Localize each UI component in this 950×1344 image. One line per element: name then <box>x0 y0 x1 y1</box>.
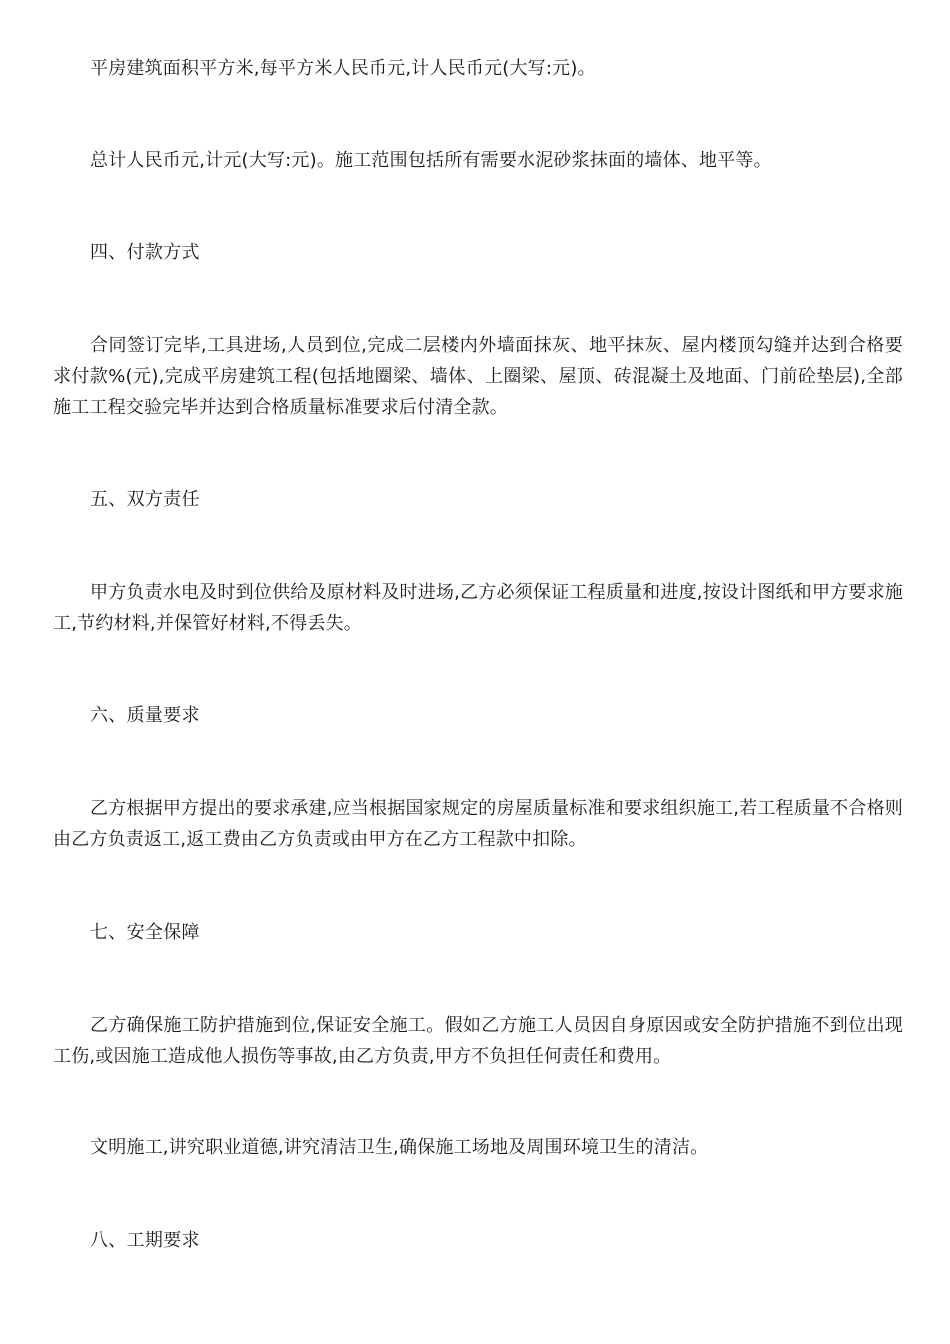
section-heading-safety: 七、安全保障 <box>90 922 200 943</box>
paragraph-responsibilities: 甲方负责水电及时到位供给及原材料及时进场,乙方必须保证工程质量和进度,按设计图纸和甲方要求施工,节约材料,并保管好材料,不得丢失。 <box>53 582 903 634</box>
paragraph-area-price: 平房建筑面积平方米,每平方米人民币元,计人民币元(大写:元)。 <box>90 58 596 79</box>
section-heading-responsibilities: 五、双方责任 <box>90 489 200 510</box>
paragraph-quality: 乙方根据甲方提出的要求承建,应当根据国家规定的房屋质量标准和要求组织施工,若工程质量不合格则由乙方负责返工,返工费由乙方负责或由甲方在乙方工程款中扣除。 <box>53 798 903 850</box>
paragraph-civilized-construction: 文明施工,讲究职业道德,讲究清洁卫生,确保施工场地及周围环境卫生的清洁。 <box>90 1137 709 1158</box>
section-heading-payment: 四、付款方式 <box>90 242 200 263</box>
paragraph-safety: 乙方确保施工防护措施到位,保证安全施工。假如乙方施工人员因自身原因或安全防护措施不到位出现工伤,或因施工造成他人损伤等事故,由乙方负责,甲方不负担任何责任和费用。 <box>53 1015 903 1067</box>
section-heading-schedule: 八、工期要求 <box>90 1230 200 1251</box>
paragraph-payment-terms: 合同签订完毕,工具进场,人员到位,完成二层楼内外墙面抹灰、地平抹灰、屋内楼顶勾缝并达到合格要求付款%(元),完成平房建筑工程(包括地圈梁、墙体、上圈梁、屋顶、砖混凝土及地面、门前砼垫层),全部施工工程交验完毕并达到合格质量标准要求后付清全款。 <box>53 335 903 418</box>
section-heading-quality: 六、质量要求 <box>90 705 200 726</box>
paragraph-total-price: 总计人民币元,计元(大写:元)。施工范围包括所有需要水泥砂浆抹面的墙体、地平等。 <box>90 150 772 171</box>
